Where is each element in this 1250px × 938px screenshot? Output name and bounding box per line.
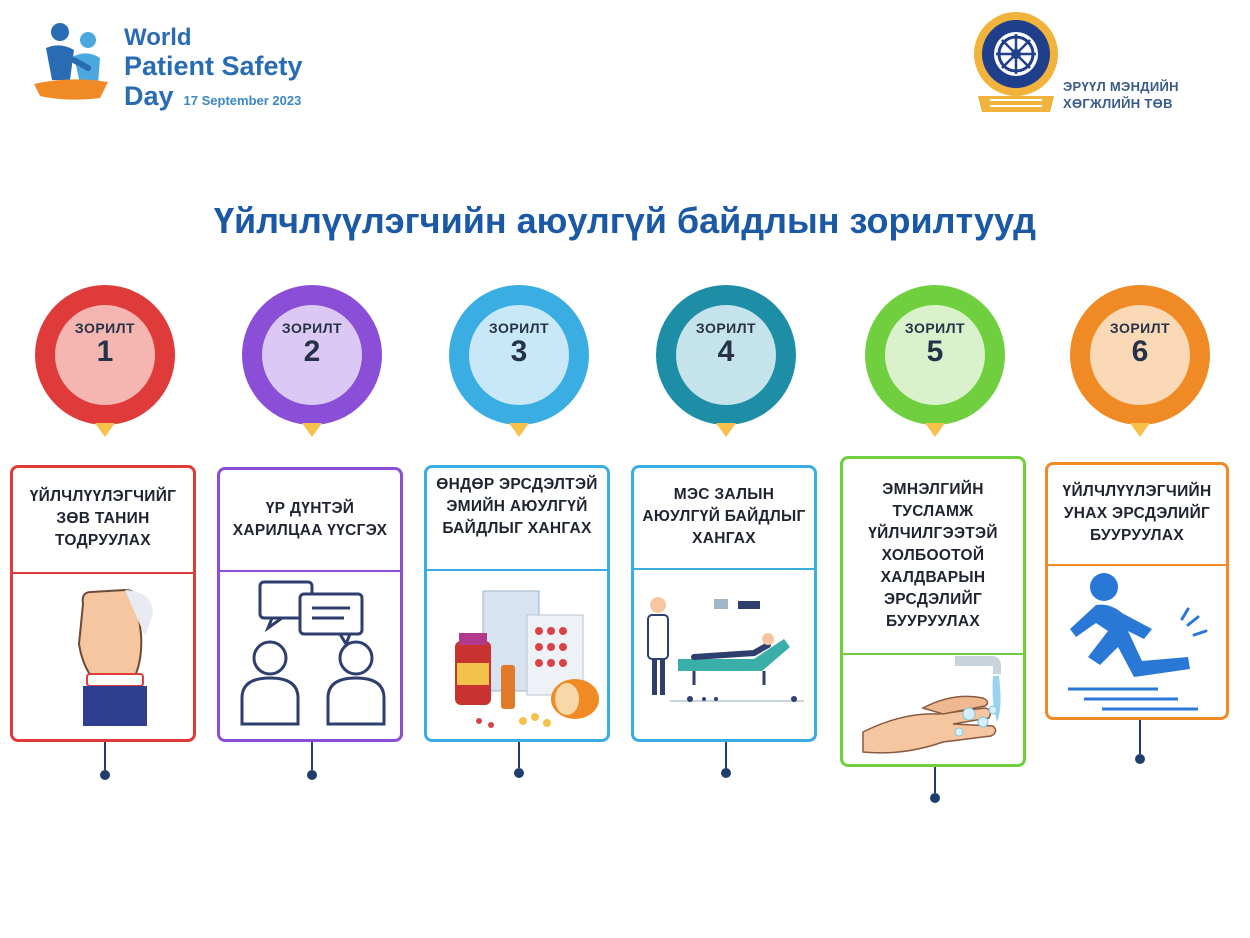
- goal-card-6: [1045, 285, 1235, 805]
- goal-box-5: [840, 456, 1026, 767]
- goal-card-2: [217, 285, 407, 805]
- goal-pin-2: [242, 285, 382, 425]
- goal-pin-5: [865, 285, 1005, 425]
- org-name-line1: ЭРҮҮЛ МЭНДИЙН: [1063, 79, 1179, 94]
- goal-pin-1: [35, 285, 175, 425]
- goal-label: ЗОРИЛТ: [74, 320, 136, 336]
- goal-number: 2: [303, 335, 321, 368]
- hand-washing-icon: [843, 652, 1023, 764]
- goal-text: МЭС ЗАЛЫН АЮУЛГҮЙ БАЙДЛЫГ ХАНГАХ: [642, 486, 806, 547]
- event-title-line1: World: [124, 24, 192, 51]
- goal-card-5: [840, 285, 1030, 805]
- goal-box-3: [424, 465, 610, 742]
- goal-box-4: [631, 465, 817, 742]
- goal-card-4: [631, 285, 821, 805]
- goal-label: ЗОРИЛТ: [488, 320, 550, 336]
- falling-person-icon: [1048, 565, 1226, 717]
- goal-label: ЗОРИЛТ: [695, 320, 757, 336]
- goal-text: ЭМНЭЛГИЙН ТУСЛАМЖ ҮЙЛЧИЛГЭЭТЭЙ ХОЛБООТОЙ ХАЛДВАРЫН ЭРСДЭЛИЙГ БУУРУУЛАХ: [868, 481, 998, 630]
- dharma-wheel-emblem-icon: [970, 8, 1062, 114]
- goal-card-3: [424, 285, 614, 805]
- wristband-hand-icon: [13, 574, 193, 739]
- goal-pin-3: [449, 285, 589, 425]
- goal-text: ӨНДӨР ЭРСДЭЛТЭЙ ЭМИЙН АЮУЛГҮЙ БАЙДЛЫГ ХАНГАХ: [436, 476, 598, 537]
- goal-number: 4: [717, 335, 735, 368]
- world-patient-safety-day-logo: [30, 18, 330, 113]
- goal-box-2: [217, 467, 403, 742]
- goal-number: 3: [510, 335, 528, 368]
- pin-tip: [1130, 423, 1150, 437]
- goal-text: ҮЙЛЧЛҮҮЛЭГЧИЙН УНАХ ЭРСДЭЛИЙГ БУУРУУЛАХ: [1062, 483, 1212, 544]
- conversation-icon: [220, 574, 400, 739]
- goal-card-1: [10, 285, 200, 805]
- goal-number: 1: [96, 335, 114, 368]
- org-name-line2: ХӨГЖЛИЙН ТӨВ: [1063, 96, 1173, 111]
- patient-safety-people-icon: [30, 18, 120, 108]
- health-development-center-logo: [970, 8, 1210, 118]
- goal-label: ЗОРИЛТ: [281, 320, 343, 336]
- goal-pin-4: [656, 285, 796, 425]
- pin-tip: [925, 423, 945, 437]
- page-title: Үйлчлүүлэгчийн аюулгүй байдлын зорилтууд: [213, 200, 1037, 241]
- event-title-line2: Patient Safety: [124, 51, 303, 81]
- pin-tip: [716, 423, 736, 437]
- goal-number: 6: [1131, 335, 1149, 368]
- goal-pin-6: [1070, 285, 1210, 425]
- goal-text: ҮЙЛЧЛҮҮЛЭГЧИЙГ ЗӨВ ТАНИН ТОДРУУЛАХ: [29, 488, 177, 549]
- goal-number: 5: [926, 335, 944, 368]
- pin-tip: [95, 423, 115, 437]
- event-date: 17 September 2023: [183, 93, 302, 108]
- goal-label: ЗОРИЛТ: [904, 320, 966, 336]
- medicine-icon: [427, 571, 607, 739]
- event-title-line3: Day: [124, 81, 174, 111]
- pin-tip: [509, 423, 529, 437]
- goal-box-1: [10, 465, 196, 742]
- surgery-bed-icon: [634, 569, 814, 739]
- goal-box-6: [1045, 462, 1229, 720]
- pin-tip: [302, 423, 322, 437]
- goal-label: ЗОРИЛТ: [1109, 320, 1171, 336]
- goal-text: ҮР ДҮНТЭЙ ХАРИЛЦАА ҮҮСГЭХ: [232, 500, 388, 539]
